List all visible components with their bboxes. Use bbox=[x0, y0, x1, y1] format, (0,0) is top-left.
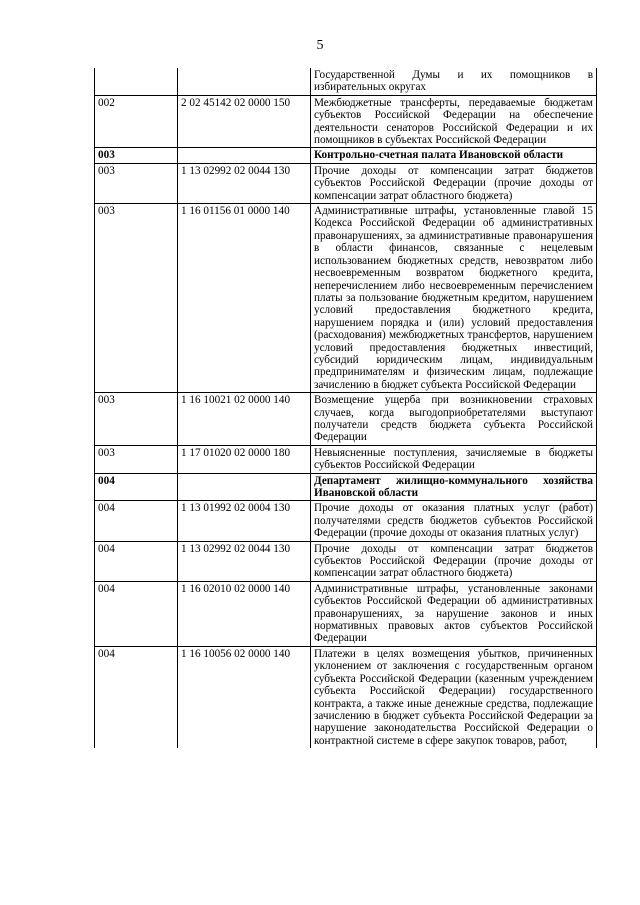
admin-code-cell: 004 bbox=[95, 646, 178, 748]
section-title-cell: Контрольно-счетная палата Ивановской области bbox=[311, 148, 597, 163]
admin-code-cell bbox=[95, 68, 178, 95]
table-row bbox=[95, 204, 597, 393]
table-row bbox=[95, 445, 597, 473]
section-header-row bbox=[95, 148, 597, 163]
section-title-cell: Департамент жилищно-коммунального хозяйства Ивановской области bbox=[311, 473, 597, 501]
page-number: 5 bbox=[316, 38, 324, 53]
admin-code-cell: 003 bbox=[95, 204, 178, 393]
revenue-code-cell: 2 02 45142 02 0000 150 bbox=[178, 95, 311, 148]
revenue-code-cell bbox=[178, 473, 311, 501]
table-row bbox=[95, 646, 597, 748]
table-row bbox=[95, 163, 597, 203]
admin-code-cell: 003 bbox=[95, 163, 178, 203]
admin-code-cell: 003 bbox=[95, 445, 178, 473]
table-row bbox=[95, 68, 597, 95]
revenue-code-cell bbox=[178, 148, 311, 163]
revenue-name-cell: Административные штрафы, установленные главой 15 Кодекса Российской Федерации об административных правонарушениях, за административные правонарушения в области финансов, связанные с нецелевым использованием бюджетных средств, невозвратом либо несвоевременным возвратом бюджетного кредита, неперечислением либо несвоевременным перечислением платы за пользование бюджетным кредитом, нарушением условий предоставления бюджетного кредита, нарушением порядка и (или) условий предоставления (расходования) межбюджетных трансфертов, нарушением условий предоставления бюджетных инвестиций, субсидий юридическим лицам, индивидуальным предпринимателям и физическим лицам, подлежащие зачислению в бюджет субъекта Российской Федерации bbox=[311, 204, 597, 393]
revenue-codes-table bbox=[94, 68, 597, 748]
admin-code-cell: 004 bbox=[95, 581, 178, 646]
admin-code-cell: 002 bbox=[95, 95, 178, 148]
revenue-code-cell bbox=[178, 68, 311, 95]
revenue-name-cell: Возмещение ущерба при возникновении страховых случаев, когда выгодоприобретателями выступают получатели средств бюджета субъекта Российской Федерации bbox=[311, 393, 597, 446]
admin-code-cell: 004 bbox=[95, 501, 178, 541]
revenue-code-cell: 1 16 10021 02 0000 140 bbox=[178, 393, 311, 446]
table-row bbox=[95, 541, 597, 581]
table-row bbox=[95, 393, 597, 446]
revenue-name-cell: Прочие доходы от оказания платных услуг (работ) получателями средств бюджетов субъектов Российской Федерации (прочие доходы от оказания платных услуг) bbox=[311, 501, 597, 541]
revenue-code-cell: 1 13 02992 02 0044 130 bbox=[178, 541, 311, 581]
revenue-code-cell: 1 13 01992 02 0004 130 bbox=[178, 501, 311, 541]
admin-code-cell: 004 bbox=[95, 541, 178, 581]
admin-code-cell: 003 bbox=[95, 148, 178, 163]
revenue-code-cell: 1 16 10056 02 0000 140 bbox=[178, 646, 311, 748]
table-row bbox=[95, 95, 597, 148]
admin-code-cell: 004 bbox=[95, 473, 178, 501]
section-header-row bbox=[95, 473, 597, 501]
revenue-name-cell: Административные штрафы, установленные законами субъектов Российской Федерации об административных правонарушениях, за нарушение законов и иных нормативных правовых актов субъектов Российской Федерации bbox=[311, 581, 597, 646]
revenue-code-cell: 1 16 02010 02 0000 140 bbox=[178, 581, 311, 646]
revenue-name-cell: Межбюджетные трансферты, передаваемые бюджетам субъектов Российской Федерации на обеспечение деятельности сенаторов Российской Федерации и их помощников в субъектах Российской Федерации bbox=[311, 95, 597, 148]
revenue-code-cell: 1 16 01156 01 0000 140 bbox=[178, 204, 311, 393]
revenue-name-cell: Платежи в целях возмещения убытков, причиненных уклонением от заключения с государственным органом субъекта Российской Федерации (казенным учреждением субъекта Российской Федерации) государственного контракта, а также иные денежные средства, подлежащие зачислению в бюджет субъекта Российской Федерации за нарушение законодательства Российской Федерации о контрактной системе в сфере закупок товаров, работ, bbox=[311, 646, 597, 748]
revenue-name-cell: Невыясненные поступления, зачисляемые в бюджеты субъектов Российской Федерации bbox=[311, 445, 597, 473]
revenue-name-cell: Государственной Думы и их помощников в избирательных округах bbox=[311, 68, 597, 95]
revenue-code-cell: 1 13 02992 02 0044 130 bbox=[178, 163, 311, 203]
revenue-name-cell: Прочие доходы от компенсации затрат бюджетов субъектов Российской Федерации (прочие доходы от компенсации затрат областного бюджета) bbox=[311, 163, 597, 203]
admin-code-cell: 003 bbox=[95, 393, 178, 446]
revenue-code-cell: 1 17 01020 02 0000 180 bbox=[178, 445, 311, 473]
table-row bbox=[95, 581, 597, 646]
table-row bbox=[95, 501, 597, 541]
revenue-name-cell: Прочие доходы от компенсации затрат бюджетов субъектов Российской Федерации (прочие доходы от компенсации затрат областного бюджета) bbox=[311, 541, 597, 581]
